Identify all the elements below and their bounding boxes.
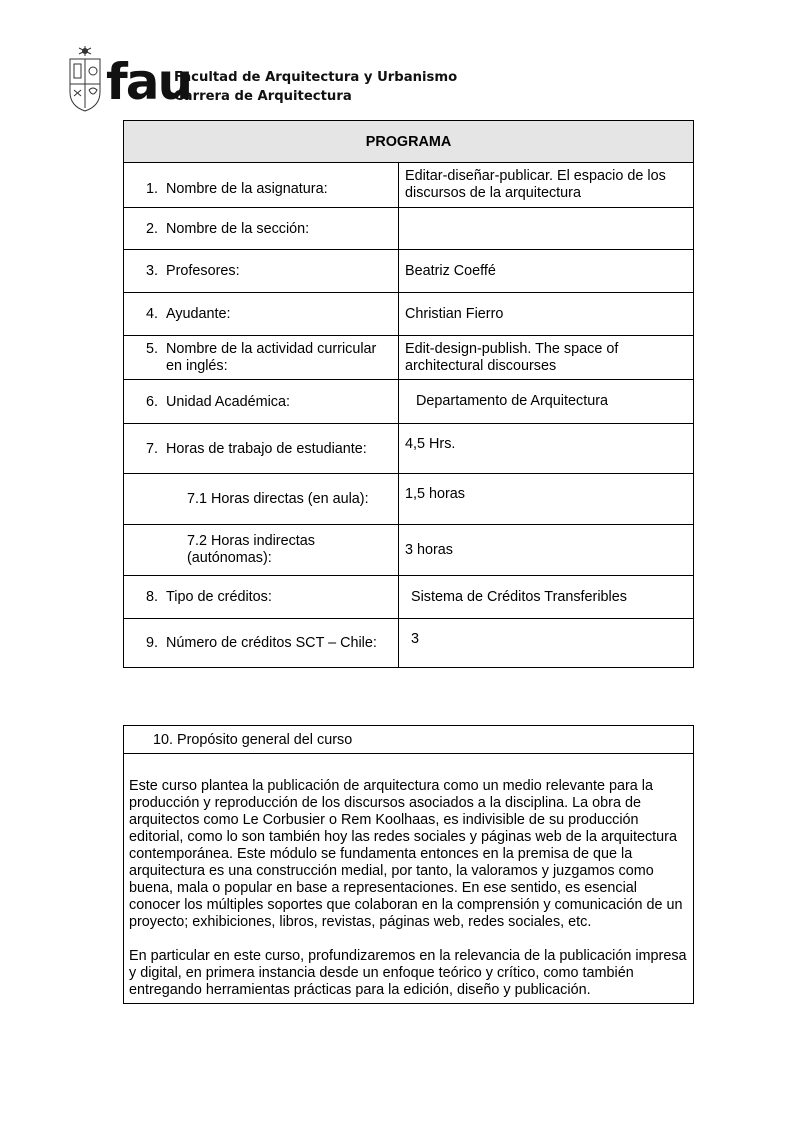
- row-number: 1.: [145, 181, 158, 197]
- row-label: 7.1 Horas directas (en aula):: [187, 491, 369, 507]
- row-value-cell: [399, 380, 694, 424]
- row-value-cell: [399, 250, 694, 293]
- row-number: 6.: [145, 393, 158, 410]
- fau-logo: fau: [106, 53, 192, 111]
- row-value: 1,5 horas: [405, 486, 466, 502]
- table-row: [124, 424, 694, 474]
- program-title: PROGRAMA: [124, 121, 694, 163]
- table-row: [124, 474, 694, 525]
- row-label-cell: [124, 619, 399, 668]
- purpose-section: [123, 725, 694, 1004]
- row-label-cell: [124, 208, 399, 250]
- row-value: 3 horas: [405, 541, 453, 558]
- page-header: [68, 46, 468, 116]
- row-value: Departamento de Arquitectura: [416, 393, 608, 409]
- table-row: [124, 163, 694, 208]
- row-label-cell: [124, 336, 399, 380]
- row-value-cell: [399, 525, 694, 576]
- table-row: [124, 525, 694, 576]
- table-row: [124, 380, 694, 424]
- row-value: Edit-design-publish. The space of architectural discourses: [405, 340, 619, 374]
- table-row: [124, 576, 694, 619]
- row-number: 7.: [145, 440, 158, 457]
- table-row: [124, 250, 694, 293]
- row-label-cell: [124, 380, 399, 424]
- row-value-cell: [399, 208, 694, 250]
- row-value: Beatriz Coeffé: [405, 262, 496, 279]
- table-row: [124, 293, 694, 336]
- row-label: Profesores:: [166, 263, 240, 279]
- university-crest-icon: [68, 46, 102, 112]
- row-label: Nombre de la sección:: [166, 220, 310, 237]
- header-titles: [174, 68, 457, 106]
- row-number: 2.: [145, 220, 158, 237]
- row-value-cell: [399, 576, 694, 619]
- row-value: 3: [411, 631, 420, 647]
- table-row: [124, 619, 694, 668]
- purpose-paragraph-1a: Este curso plantea la publicación de arquitectura como un medio relevante para la producción y reproducción de los discursos asociados a la disciplina. La obra de arquitectos como Le Corbusier o Rem Koolhaas, es indivisible de su producción editorial, como lo son también hoy las redes sociales y páginas web de la arquitectura contemporánea. Este módulo se fundamenta entonces en la premisa de que la arquitectura es una construcción medial, por tanto, la valoramos y juzgamos como buena, mala o popular en base a representaciones. En ese sentido, es esencial: [129, 778, 677, 896]
- purpose-paragraph-1b: conocer los múltiples soportes que colaboran en la comprensión y comunicación de un proyecto; exhibiciones, libros, revistas, páginas web, redes sociales, etc.: [129, 897, 683, 930]
- row-label-cell: [124, 474, 399, 525]
- purpose-paragraph-2: En particular en este curso, profundizaremos en la relevancia de la publicación impresa y digital, en primera instancia desde un enfoque teórico y crítico, como también entregando herramientas prácticas para la edición, diseño y publicación.: [129, 948, 687, 998]
- row-label: Nombre de la actividad curricular en inglés:: [166, 340, 377, 374]
- purpose-paragraph: [129, 778, 689, 931]
- row-value-cell: [399, 619, 694, 668]
- row-label-cell: [124, 424, 399, 474]
- table-row: [124, 208, 694, 250]
- purpose-heading: 10. Propósito general del curso: [124, 726, 693, 754]
- row-label: 7.2 Horas indirectas (autónomas):: [187, 533, 315, 566]
- row-label: Horas de trabajo de estudiante:: [166, 440, 367, 457]
- row-value-cell: [399, 424, 694, 474]
- row-label-cell: [124, 163, 399, 208]
- career-name: Carrera de Arquitectura: [174, 89, 352, 104]
- row-value: 4,5 Hrs.: [405, 436, 456, 452]
- row-number: 3.: [145, 263, 158, 279]
- program-table: [123, 120, 694, 668]
- row-label: Ayudante:: [166, 306, 231, 322]
- table-row: [124, 336, 694, 380]
- row-label: Nombre de la asignatura:: [166, 181, 328, 197]
- row-value-cell: [399, 474, 694, 525]
- row-value-cell: [399, 163, 694, 208]
- row-label: Tipo de créditos:: [166, 589, 272, 605]
- row-number: 4.: [145, 306, 158, 322]
- row-value: Sistema de Créditos Transferibles: [411, 588, 627, 605]
- row-number: 9.: [145, 635, 158, 651]
- row-label-cell: [124, 293, 399, 336]
- row-label-cell: [124, 525, 399, 576]
- program-title-row: [124, 121, 694, 163]
- row-label-cell: [124, 576, 399, 619]
- row-value-cell: [399, 336, 694, 380]
- row-label: Número de créditos SCT – Chile:: [166, 635, 377, 651]
- purpose-body: [124, 754, 693, 1003]
- row-value: Editar-diseñar-publicar. El espacio de los discursos de la arquitectura: [405, 168, 666, 201]
- row-value: Christian Fierro: [405, 305, 504, 322]
- row-number: 8.: [145, 589, 158, 605]
- row-number: 5.: [145, 340, 158, 357]
- row-label-cell: [124, 250, 399, 293]
- row-label: Unidad Académica:: [166, 393, 290, 410]
- faculty-name: Facultad de Arquitectura y Urbanismo: [174, 70, 458, 85]
- row-value-cell: [399, 293, 694, 336]
